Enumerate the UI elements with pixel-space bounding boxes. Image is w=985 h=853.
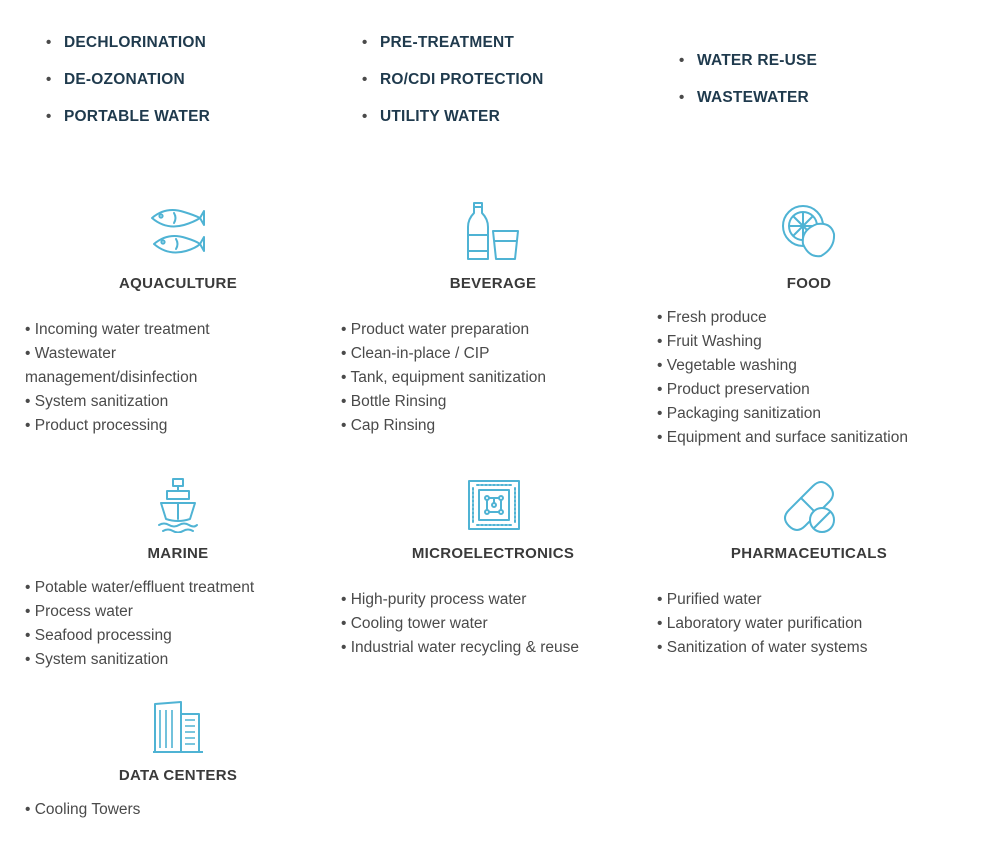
top-list-1	[46, 31, 210, 142]
category-list	[25, 798, 325, 822]
category-list	[341, 318, 641, 438]
category-title: MARINE	[147, 545, 209, 562]
list-item: • Industrial water recycling & reuse	[341, 639, 580, 656]
list-item: • Equipment and surface sanitization	[657, 429, 908, 446]
chip-icon	[468, 480, 520, 530]
list-item: • Sanitization of water systems	[657, 639, 868, 656]
pill-icon	[781, 478, 839, 534]
top-list-item: • UTILITY WATER	[362, 105, 544, 142]
list-item: • Product water preparation	[341, 321, 530, 338]
list-item: • Purified water	[657, 591, 762, 608]
top-list-3	[679, 49, 817, 123]
category-title: MICROELECTRONICS	[411, 545, 575, 562]
building-icon	[151, 700, 205, 754]
list-item: • Process water	[25, 603, 133, 620]
bottle-glass-icon	[465, 201, 523, 263]
list-item: • Tank, equipment sanitization	[341, 369, 547, 386]
list-item: • Packaging sanitization	[657, 405, 821, 422]
list-item: • Vegetable washing	[657, 357, 797, 374]
category-list	[657, 306, 977, 450]
list-item: • Product processing	[25, 417, 168, 434]
top-list-item: • WATER RE-USE	[679, 49, 817, 86]
list-item: • Cooling tower water	[341, 615, 488, 632]
list-item: • System sanitization	[25, 651, 169, 668]
top-list-item: • DECHLORINATION	[46, 31, 210, 68]
top-list-2	[362, 31, 544, 142]
top-list-item: • DE-OZONATION	[46, 68, 210, 105]
category-list	[657, 588, 977, 660]
list-item: • System sanitization	[25, 393, 169, 410]
list-item: • Cooling Towers	[25, 801, 141, 818]
list-item: • Laboratory water purification	[657, 615, 863, 632]
fish-icon	[148, 204, 206, 258]
list-item: • Fresh produce	[657, 309, 767, 326]
list-item: • Incoming water treatment	[25, 321, 210, 338]
top-list-item: • PRE-TREATMENT	[362, 31, 544, 68]
list-item: • Fruit Washing	[657, 333, 762, 350]
top-list-item: • PORTABLE WATER	[46, 105, 210, 142]
category-title: BEVERAGE	[449, 275, 537, 292]
list-item: • Potable water/effluent treatment	[25, 579, 255, 596]
lemon-icon	[781, 204, 837, 260]
list-item: • Product preservation	[657, 381, 810, 398]
category-title: AQUACULTURE	[118, 275, 237, 292]
list-item: • High-purity process water	[341, 591, 527, 608]
ship-icon	[157, 477, 199, 533]
list-item: • Clean-in-place / CIP	[341, 345, 490, 362]
list-item: • Cap Rinsing	[341, 417, 436, 434]
top-list-item: • WASTEWATER	[679, 86, 817, 123]
category-list	[25, 576, 325, 672]
category-title: FOOD	[786, 275, 832, 292]
category-list	[25, 318, 325, 438]
category-title: DATA CENTERS	[118, 767, 238, 784]
top-list-item: • RO/CDI PROTECTION	[362, 68, 544, 105]
list-item: • Bottle Rinsing	[341, 393, 447, 410]
list-item: • Seafood processing	[25, 627, 172, 644]
list-item: • Wastewater management/disinfection	[25, 345, 198, 386]
category-list	[341, 588, 641, 660]
category-title: PHARMACEUTICALS	[730, 545, 888, 562]
